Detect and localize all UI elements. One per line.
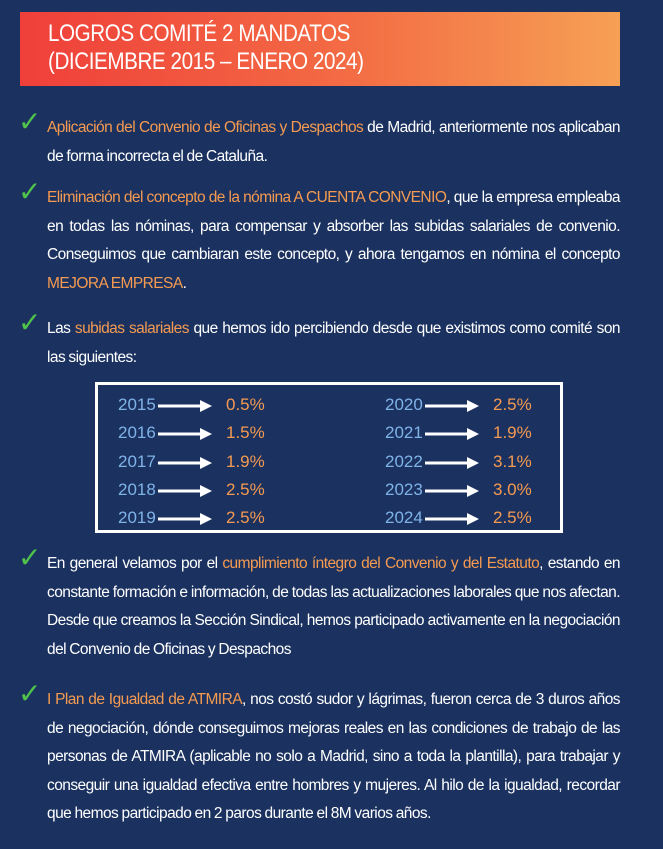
raise-percentage: 1.5% — [226, 423, 265, 443]
achievement-item — [18, 105, 620, 171]
raise-percentage: 3.1% — [493, 451, 532, 471]
achievement-text — [47, 114, 620, 171]
achievement-item — [18, 541, 620, 664]
raise-percentage: 1.9% — [226, 451, 265, 471]
checkmark-icon: ✓ — [18, 677, 42, 710]
highlighted-text: Aplicación del Convenio de Oficinas y Despachos — [47, 119, 364, 136]
salary-raise-row — [118, 391, 318, 419]
raise-year: 2023 — [385, 479, 423, 499]
raise-year: 2021 — [385, 423, 423, 443]
salary-raise-row — [385, 419, 585, 447]
arrow-right-icon — [425, 513, 479, 525]
raise-year: 2019 — [118, 508, 156, 528]
achievement-item — [18, 306, 620, 372]
checkmark-icon: ✓ — [18, 541, 42, 574]
raise-year: 2024 — [385, 508, 423, 528]
salary-raises-table — [95, 382, 563, 533]
salary-raise-row — [385, 448, 585, 476]
checkmark-icon: ✓ — [18, 306, 42, 339]
body-text: . — [182, 274, 187, 292]
raise-percentage: 2.5% — [493, 395, 532, 414]
achievement-item — [18, 175, 620, 298]
arrow-right-icon — [158, 428, 212, 440]
raise-year: 2020 — [385, 395, 423, 414]
salary-raise-row — [118, 476, 318, 504]
raise-year: 2017 — [118, 451, 156, 471]
body-text: , estando en constante formación e información, de todas las actualizaciones laborales que nos afectan. Desde que creamos la Sección Sindical, hemos participado activamente en la negociación del Convenio de Oficinas y Despachos — [47, 555, 620, 658]
body-text: Las — [47, 320, 75, 337]
body-text: que hemos ido percibiendo desde que existimos como comité son las siguientes: — [47, 320, 620, 366]
arrow-right-icon — [425, 428, 479, 440]
salary-raise-row — [385, 391, 585, 419]
checkmark-icon: ✓ — [18, 175, 42, 208]
raise-year: 2018 — [118, 479, 156, 499]
raise-percentage: 2.5% — [226, 508, 265, 528]
salary-raise-row — [118, 419, 318, 447]
achievement-text — [47, 315, 620, 372]
achievement-text — [47, 550, 620, 664]
raise-year: 2015 — [118, 395, 156, 414]
body-text: En general velamos por el — [47, 555, 223, 572]
achievement-text — [47, 184, 620, 298]
raise-year: 2022 — [385, 451, 423, 471]
highlighted-text: Eliminación del concepto de la nómina A CUENTA CONVENIO — [47, 189, 447, 206]
arrow-right-icon — [158, 400, 212, 412]
title-line-1: LOGROS COMITÉ 2 MANDATOS — [48, 20, 351, 47]
body-text: , nos costó sudor y lágrimas, fueron cerca de 3 duros años de negociación, dónde conseguimos mejoras reales en las condiciones de trabajo de las personas de ATMIRA (aplicable no solo a Madrid, sino a toda la plantilla), para trabajar y conseguir una igualdad efectiva entre hombres y mujeres. Al hilo de la igualdad, recordar que hemos participado en 2 paros durante el 8M varios años. — [47, 691, 620, 822]
body-text: , que la empresa empleaba en todas las nóminas, para compensar y absorber las subidas salariales de convenio. Conseguimos que cambiaran este concepto, y ahora tengamos en nómina el concepto — [47, 189, 620, 263]
achievement-text — [47, 686, 620, 829]
raise-percentage: 0.5% — [226, 395, 265, 414]
highlighted-text: I Plan de Igualdad de ATMIRA — [47, 691, 242, 708]
title-banner — [20, 12, 620, 86]
arrow-right-icon — [158, 513, 212, 525]
raise-year: 2016 — [118, 423, 156, 443]
highlighted-text: MEJORA EMPRESA — [47, 274, 183, 292]
salary-raise-row — [118, 504, 318, 532]
salary-raise-row — [118, 448, 318, 476]
highlighted-text: cumplimiento íntegro del Convenio y del Estatuto — [222, 555, 540, 572]
arrow-right-icon — [425, 457, 479, 469]
checkmark-icon: ✓ — [18, 105, 42, 138]
body-text: de Madrid, anteriormente nos aplicaban de forma incorrecta el de Cataluña. — [47, 119, 620, 165]
title-line-2: (DICIEMBRE 2015 – ENERO 2024) — [48, 48, 364, 75]
raise-percentage: 1.9% — [493, 423, 532, 443]
salary-raise-row — [385, 476, 585, 504]
raise-percentage: 2.5% — [493, 508, 532, 528]
arrow-right-icon — [425, 485, 479, 497]
salary-raise-row — [385, 504, 585, 532]
raise-percentage: 3.0% — [493, 479, 532, 499]
arrow-right-icon — [425, 400, 479, 412]
arrow-right-icon — [158, 457, 212, 469]
achievement-item — [18, 677, 620, 829]
highlighted-text: subidas salariales — [74, 320, 189, 337]
raise-percentage: 2.5% — [226, 479, 265, 499]
arrow-right-icon — [158, 485, 212, 497]
